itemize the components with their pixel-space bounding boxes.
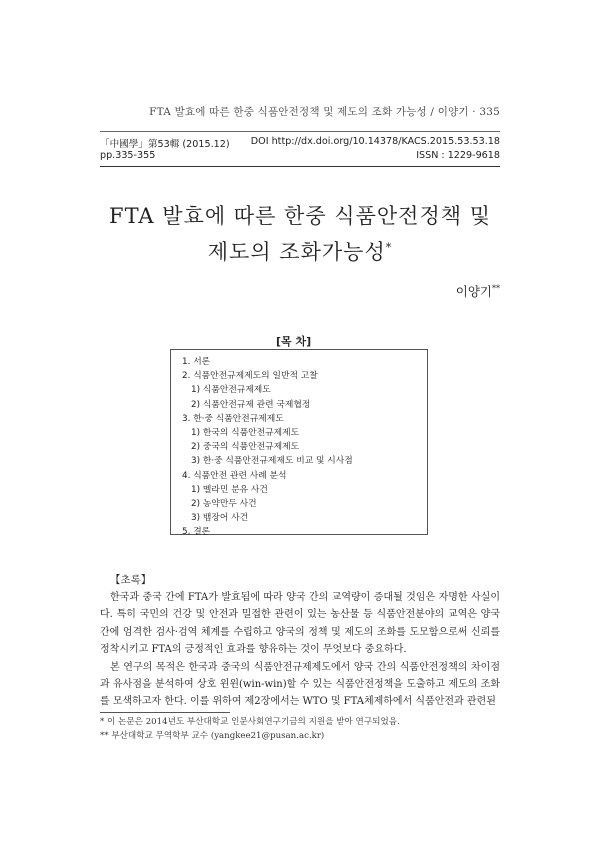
toc-item: 5. 결론 [182,527,211,538]
toc-item: 3. 한·중 식품안전규제제도 [182,413,284,424]
meta-row-bottom [100,150,500,161]
toc-subitem: 1) 한국의 식품안전규제제도 [191,428,300,439]
toc-item: 1. 서론 [182,357,211,367]
meta-row-top [100,136,500,150]
journal-info: 「中國學」第53輯 (2015.12) [100,139,230,150]
toc-item: 2. 식품안전규제제도의 일반적 고찰 [182,371,318,382]
toc-subitem: 3) 한·중 식품안전규제제도 비교 및 시사점 [191,456,353,467]
running-header: FTA 발효에 따른 한중 식품안전정책 및 제도의 조화 가능성 / 이양기 · 335 [149,106,500,118]
abstract-body [100,589,500,711]
toc-subitem: 1) 멜라민 분유 사건 [191,484,268,495]
footnote-divider [100,712,230,713]
issn: ISSN : 1229-9618 [416,150,500,161]
toc-list [182,355,353,540]
doi-link[interactable]: DOI http://dx.doi.org/10.14378/KACS.2015.53.53.18 [250,136,500,147]
toc-subitem: 3) 뱀장어 사건 [191,513,249,524]
footnote-2: ** 부산대학교 무역학부 교수 (yangkee21@pusan.ac.kr) [100,731,325,741]
footnotes [100,715,400,743]
toc-subitem: 2) 중국의 식품안전규제제도 [191,442,300,453]
abstract-label: 【초록】 [110,574,152,586]
abstract-paragraph-2: 본 연구의 목적은 한국과 중국의 식품안전규제제도에서 양국 간의 식품안전정책의 차이점과 유사점을 분석하여 상호 윈윈(win-win)할 수 있는 식품안전정책을 도출하고 제도의 조화를 모색하고자 한다. 이를 위하여 제2장에서는 WTO 및 FTA체제하에서 식품안전과 관련된 [100,661,500,708]
header-divider [100,131,500,132]
toc-subitem: 2) 식품안전규제 관련 국제협정 [191,399,311,410]
footnote-1: * 이 논문은 2014년도 부산대학교 인문사회연구기금의 지원을 받아 연구되었음. [100,717,400,727]
toc-subitem: 1) 식품안전규제제도 [191,385,271,396]
author-text: 이양기 [455,284,492,299]
toc-item: 4. 식품안전 관련 사례 분석 [182,470,287,481]
author-name [456,282,500,300]
toc-subitem: 2) 농약만두 사건 [191,499,257,510]
abstract-paragraph-1: 한국과 중국 간에 FTA가 발효됨에 따라 양국 간의 교역량이 증대될 것임은 자명한 사실이다. 특히 국민의 건강 및 안전과 밀접한 관련이 있는 농산물 등 식품안전분야의 교역은 양국 간에 엄격한 검사·검역 체계를 수립하고 양국의 정책 및 제도의 조화를 도모함으로써 신뢰를 정착시키고 FTA의 긍정적인 효과를 향유하는 것이 무엇보다 중요하다. [100,592,500,656]
page-range: pp.335-355 [100,150,156,161]
author-footnote-mark: ** [492,283,500,293]
title-line-2-text: 제도의 조화가능성 [207,240,386,264]
paper-title [80,200,520,268]
title-footnote-mark: * [385,241,393,254]
toc-heading: [목 차] [272,333,315,349]
meta-divider [100,166,500,167]
title-line-1: FTA 발효에 따른 한중 식품안전정책 및 [109,204,491,228]
title-line-2 [80,232,520,268]
